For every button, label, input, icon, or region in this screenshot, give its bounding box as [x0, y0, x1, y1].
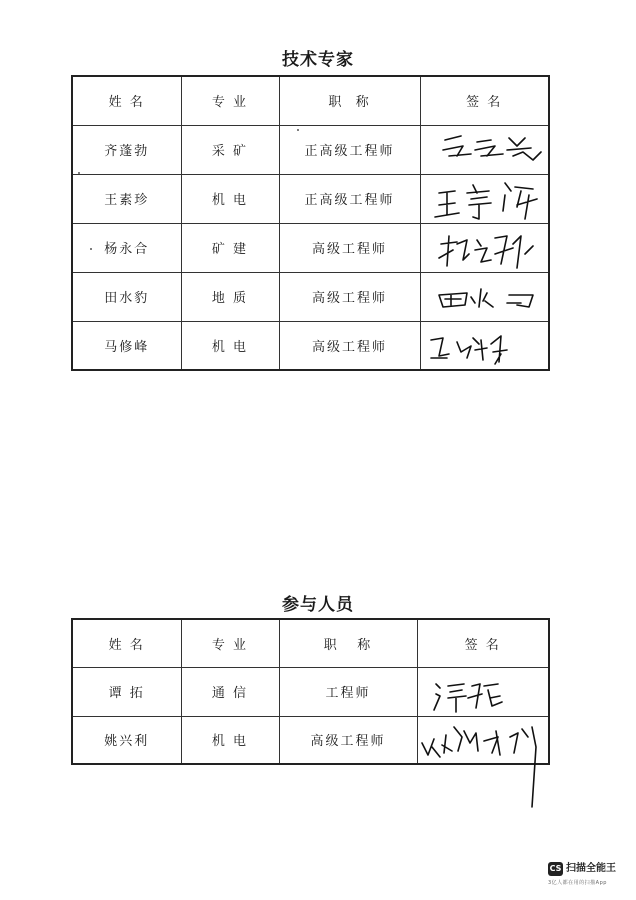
header-signature: 签 名 [420, 76, 549, 125]
expert-title: 正高级工程师 [279, 125, 420, 174]
expert-name: 田水豹 [72, 272, 181, 321]
table-row [72, 716, 549, 764]
expert-name: 齐蓬勃 [72, 125, 181, 174]
signature-scribble [421, 175, 550, 224]
table-row [72, 667, 549, 716]
handwritten-signature [420, 174, 549, 223]
participant-title: 高级工程师 [279, 716, 417, 764]
expert-table [71, 75, 550, 371]
header-signature: 签 名 [417, 619, 549, 667]
scanner-app-watermark [548, 862, 628, 892]
expert-name: 王素珍 [72, 174, 181, 223]
signature-scribble [418, 668, 550, 717]
expert-title: 高级工程师 [279, 272, 420, 321]
handwritten-signature [420, 272, 549, 321]
scan-speck [297, 129, 299, 131]
expert-table-title: 技术专家 [282, 50, 354, 70]
table-row [72, 125, 549, 174]
header-name: 姓 名 [72, 619, 181, 667]
signature-scribble [421, 224, 550, 273]
table-row [72, 321, 549, 370]
header-major: 专 业 [181, 76, 279, 125]
handwritten-signature [417, 667, 549, 716]
expert-title: 高级工程师 [279, 321, 420, 370]
participant-table [71, 618, 550, 765]
expert-major: 地 质 [181, 272, 279, 321]
header-major: 专 业 [181, 619, 279, 667]
table-row [72, 223, 549, 272]
participant-table-header-row [72, 619, 549, 667]
handwritten-signature [420, 223, 549, 272]
signature-scribble [421, 273, 550, 322]
header-title: 职 称 [279, 619, 417, 667]
expert-major: 机 电 [181, 174, 279, 223]
expert-title: 正高级工程师 [279, 174, 420, 223]
table-row [72, 174, 549, 223]
participant-major: 通 信 [181, 667, 279, 716]
scan-speck [78, 172, 80, 174]
expert-table-header-row [72, 76, 549, 125]
expert-name: 杨永合 [72, 223, 181, 272]
scan-speck [90, 248, 92, 250]
expert-major: 矿 建 [181, 223, 279, 272]
handwritten-signature [420, 321, 549, 370]
table-row [72, 272, 549, 321]
participant-table-title: 参与人员 [282, 595, 354, 615]
signature-scribble [421, 322, 550, 371]
header-name: 姓 名 [72, 76, 181, 125]
handwritten-signature [420, 125, 549, 174]
expert-major: 机 电 [181, 321, 279, 370]
participant-major: 机 电 [181, 716, 279, 764]
cs-logo-icon: CS [548, 862, 563, 876]
watermark-app-name: 扫描全能王 [566, 863, 616, 874]
participant-title: 工程师 [279, 667, 417, 716]
handwritten-signature [417, 716, 549, 764]
expert-name: 马修峰 [72, 321, 181, 370]
expert-major: 采 矿 [181, 125, 279, 174]
header-title: 职 称 [279, 76, 420, 125]
participant-name: 谭 拓 [72, 667, 181, 716]
participant-name: 姚兴利 [72, 716, 181, 764]
signature-scribble [418, 717, 550, 765]
signature-scribble [421, 126, 550, 175]
expert-title: 高级工程师 [279, 223, 420, 272]
watermark-slogan: 3亿人都在用的扫描App [548, 880, 607, 886]
